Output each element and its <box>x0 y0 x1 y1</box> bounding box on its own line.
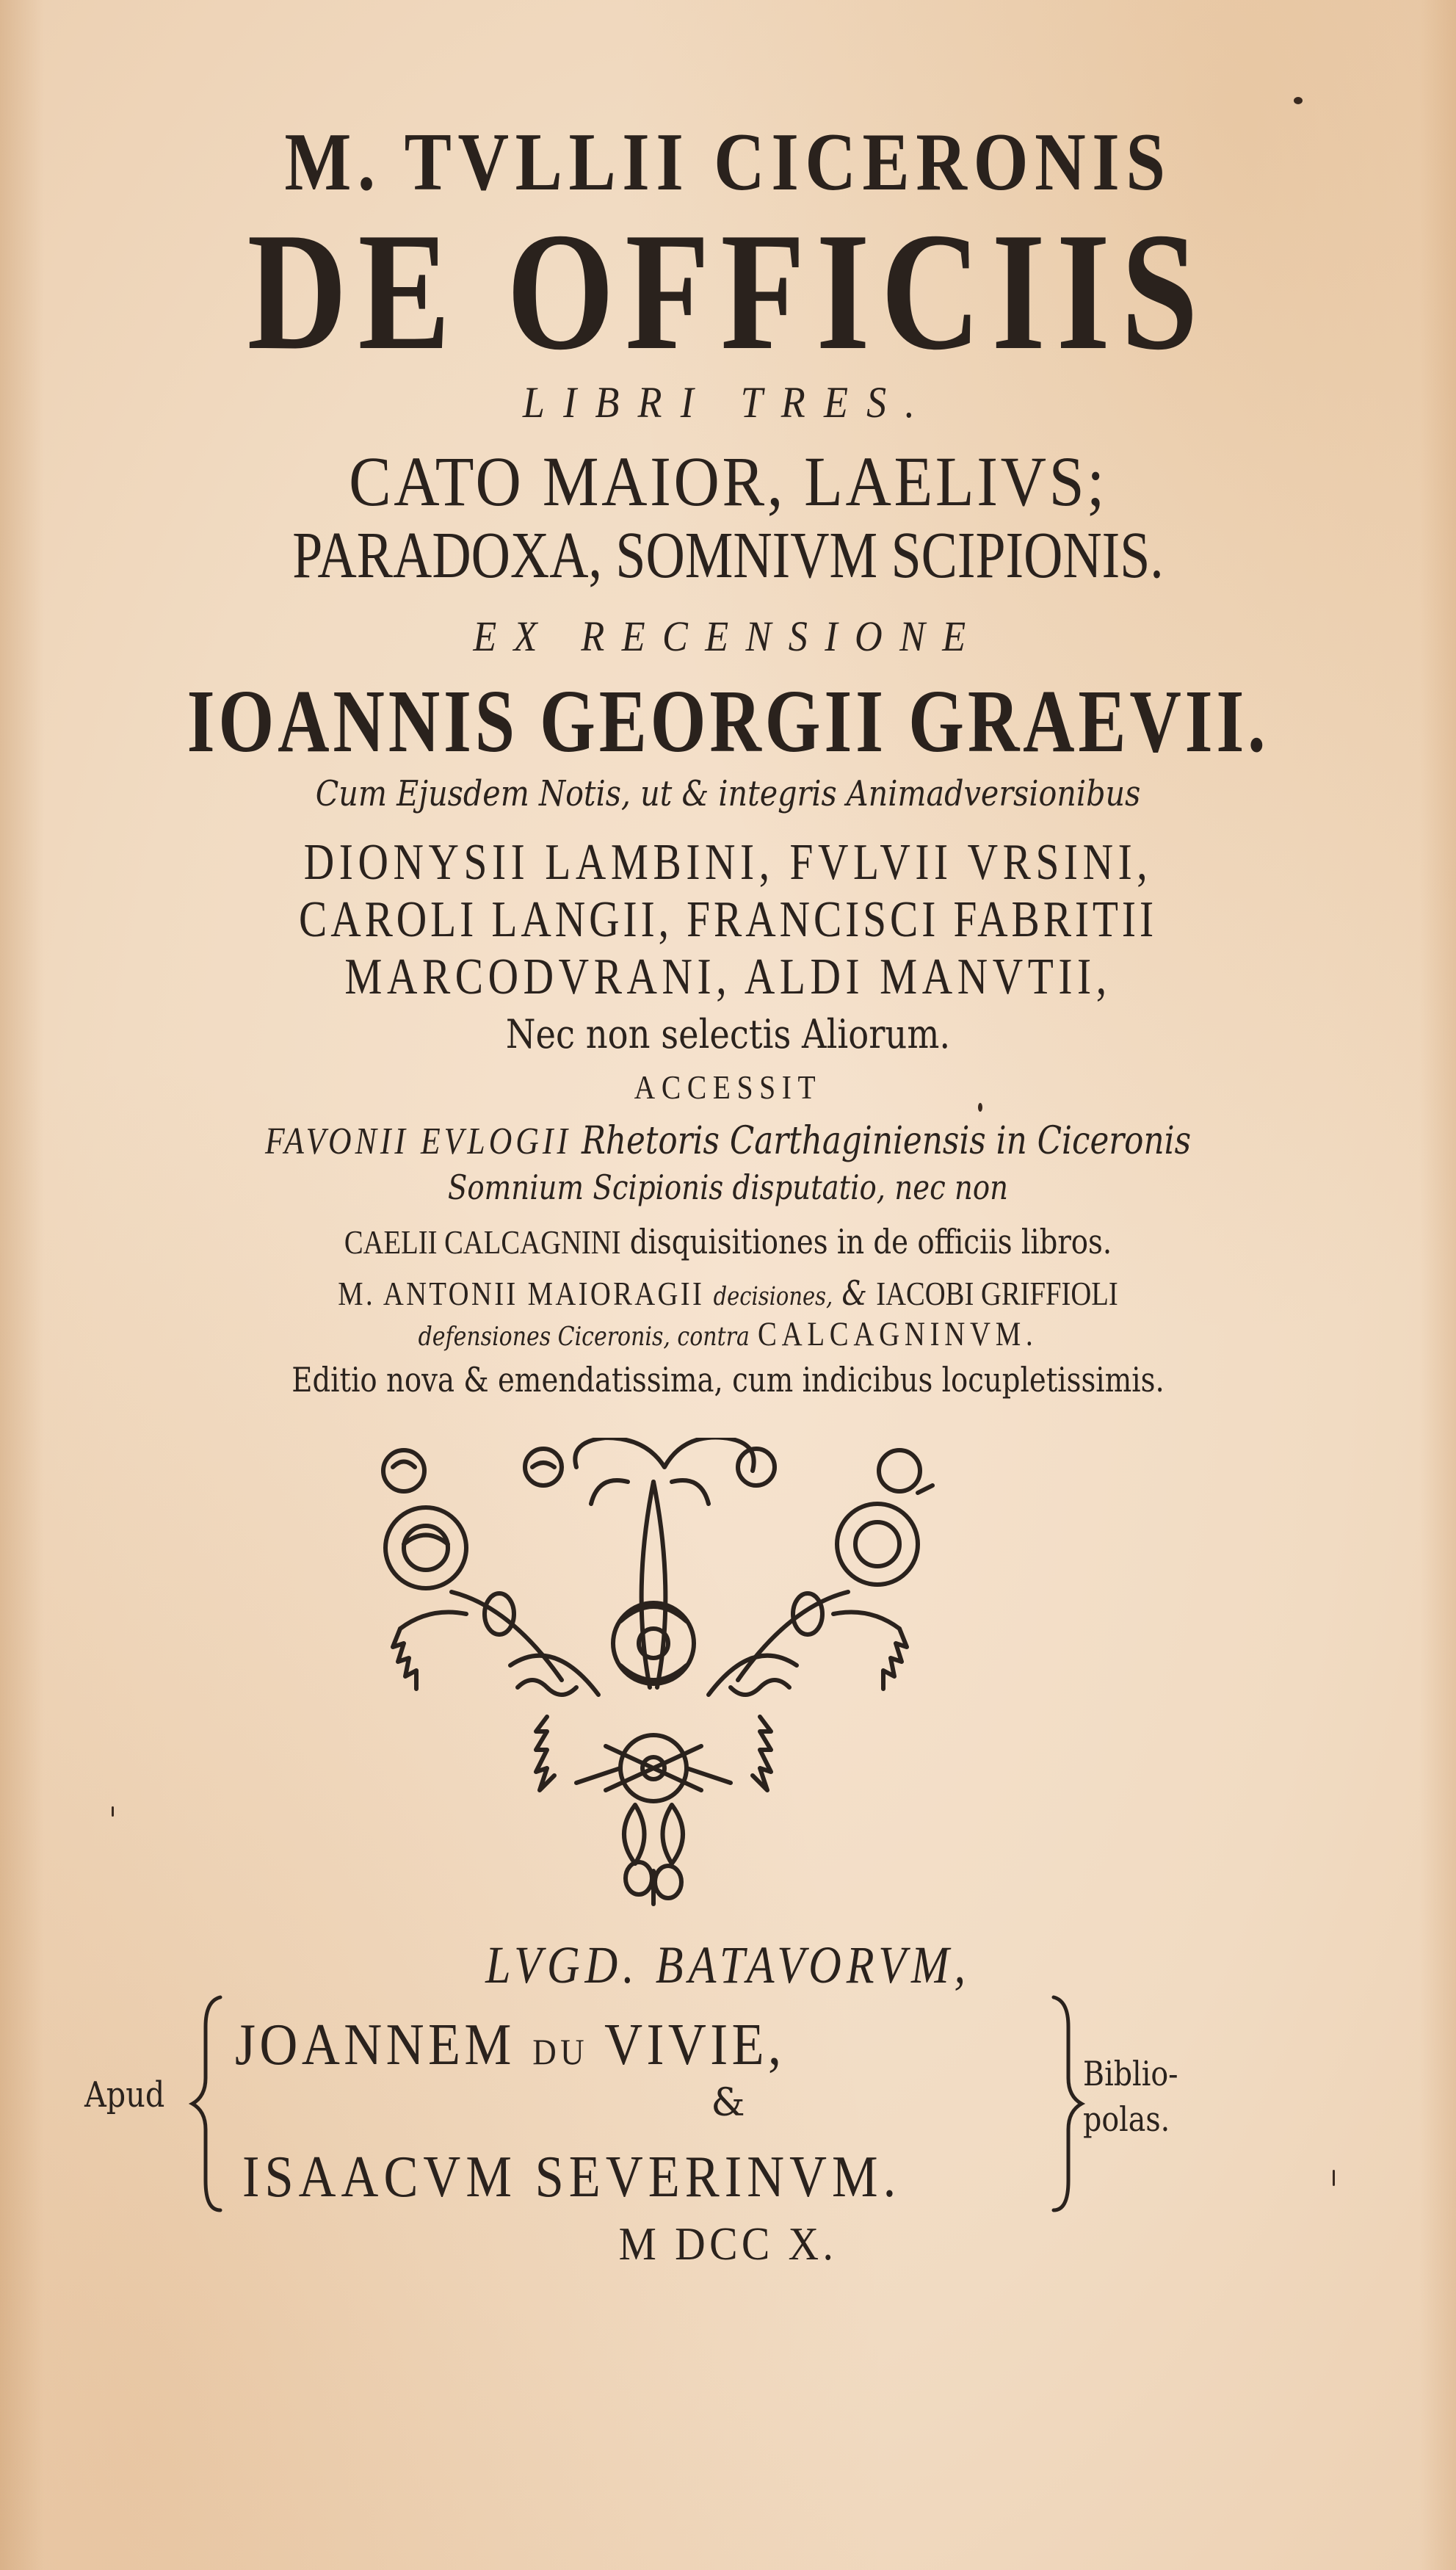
author-line: M. TVLLII CICERONIS <box>284 117 1172 208</box>
bibliopolas-label <box>1083 2051 1178 2142</box>
additional-works-line-2: PARADOXA, SOMNIVM SCIPIONIS. <box>292 519 1164 592</box>
bibliopolas-line-2: polas. <box>1083 2099 1170 2139</box>
nec-non-line: Nec non selectis Aliorum. <box>505 1011 951 1057</box>
paper-speck <box>1294 97 1303 104</box>
imprint-ampersand: & <box>711 2081 745 2125</box>
favonii-line <box>117 1119 1340 1163</box>
editor-name: IOANNIS GEORGII GRAEVII. <box>186 672 1270 771</box>
floral-ornament-icon <box>371 1438 936 1908</box>
printer1-surname: VIVIE, <box>604 2013 786 2077</box>
printer1-particle: DU <box>532 2031 589 2072</box>
printer-joannem-du-vivie <box>235 2012 785 2079</box>
bibliopolas-line-1: Biblio- <box>1083 2054 1178 2093</box>
caelii-line <box>117 1222 1340 1262</box>
libri-tres: LIBRI TRES. <box>522 378 934 427</box>
antonii-line <box>117 1273 1340 1313</box>
antonii-decisiones: decisiones, <box>713 1282 833 1311</box>
apud-label: Apud <box>84 2074 165 2115</box>
additional-works-line-1: CATO MAIOR, LAELIVS; <box>349 442 1107 521</box>
right-brace-icon <box>1050 1994 1087 2214</box>
caelii-name: CAELII CALCAGNINI <box>344 1223 621 1261</box>
favonii-description: Rhetoris Carthaginiensis in Ciceronis <box>581 1119 1191 1163</box>
defensiones-text: defensiones Ciceronis, contra <box>418 1322 750 1352</box>
defensiones-line <box>117 1317 1340 1351</box>
imprint-place: LVGD. BATAVORVM, <box>485 1936 971 1994</box>
editio-line: Editio nova & emendatissima, cum indicibus locupletissimis. <box>291 1360 1165 1400</box>
commentators-line-1: DIONYSII LAMBINI, FVLVII VRSINI, <box>303 834 1153 891</box>
griffioli-name: IACOBI GRIFFIOLI <box>876 1275 1118 1312</box>
commentators-line-2: CAROLI LANGII, FRANCISCI FABRITII <box>298 891 1157 948</box>
imprint-block <box>0 1994 1456 2214</box>
calcagninum: CALCAGNINVM. <box>758 1315 1038 1353</box>
imprint-year: M DCC X. <box>618 2218 838 2270</box>
paper-speck <box>112 1806 114 1817</box>
caelii-description: disquisitiones in de officiis libros. <box>629 1222 1112 1262</box>
antonii-name: M. ANTONII MAIORAGII <box>338 1275 705 1312</box>
antonii-ampersand: & <box>841 1273 867 1313</box>
somnium-line: Somnium Scipionis disputatio, nec non <box>447 1168 1009 1207</box>
accessit-heading: ACCESSIT <box>634 1068 822 1106</box>
commentators-line-3: MARCODVRANI, ALDI MANVTII, <box>344 949 1112 1005</box>
main-title: DE OFFICIIS <box>247 198 1209 385</box>
printer1-first-name: JOANNEM <box>235 2013 515 2077</box>
favonii-name: FAVONII EVLOGII <box>265 1121 572 1162</box>
printer-isaacum-severinum: ISAACVM SEVERINVM. <box>242 2145 902 2209</box>
cum-notis-line: Cum Ejusdem Notis, ut & integris Animadversionibus <box>315 773 1141 814</box>
paper-speck <box>1333 2170 1335 2186</box>
ex-recensione: EX RECENSIONE <box>473 612 983 660</box>
paper-speck <box>978 1103 982 1112</box>
